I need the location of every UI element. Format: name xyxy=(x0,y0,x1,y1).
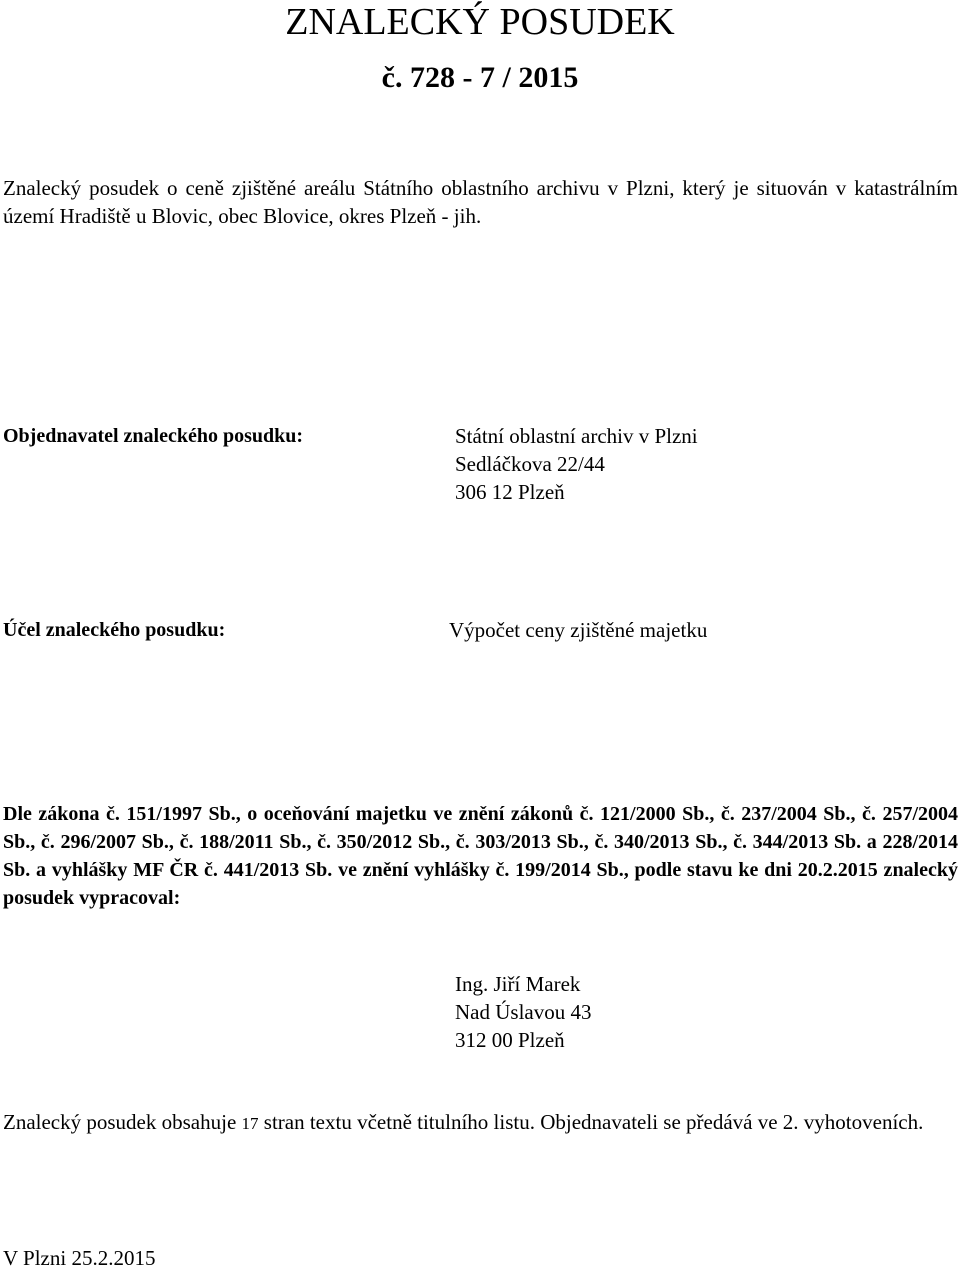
author-address xyxy=(455,970,591,1054)
client-label: Objednavatel znaleckého posudku: xyxy=(3,425,304,447)
place-and-date: V Plzni 25.2.2015 xyxy=(3,1246,156,1270)
legal-basis-text: Dle zákona č. 151/1997 Sb., o oceňování majetku ve znění zákonů č. 121/2000 Sb., č. 237/2004 Sb., č. 257/2004 Sb., č. 296/2007 Sb., č. 188/2011 Sb., č. 350/2012 Sb., č. 303/2013 Sb., č. 340/2013 Sb., č. 344/2013 Sb. a 228/2014 Sb. a vyhlášky MF ČR č. 441/2013 Sb. ve znění vyhlášky č. 199/2014 Sb., podle stavu ke dni 20.2.2015 znalecký posudek vypracoval: xyxy=(3,803,958,909)
page-count-note xyxy=(3,1108,958,1138)
document-title: ZNALECKÝ POSUDEK xyxy=(285,1,675,43)
author-name: Ing. Jiří Marek xyxy=(455,972,581,996)
page-count: 17 xyxy=(241,1114,259,1133)
note-text-after: stran textu včetně titulního listu. Objednavateli se předává ve 2. vyhotoveních. xyxy=(258,1110,924,1134)
purpose-value: Výpočet ceny zjištěné majetku xyxy=(449,618,708,642)
note-text-before: Znalecký posudek obsahuje xyxy=(3,1110,242,1134)
report-number: č. 728 - 7 / 2015 xyxy=(381,61,579,94)
purpose-label: Účel znaleckého posudku: xyxy=(3,619,226,641)
client-address xyxy=(455,422,698,506)
client-street: Sedláčkova 22/44 xyxy=(455,452,605,476)
client-name: Státní oblastní archiv v Plzni xyxy=(455,424,698,448)
author-city: 312 00 Plzeň xyxy=(455,1028,565,1052)
author-street: Nad Úslavou 43 xyxy=(455,1000,592,1024)
client-city: 306 12 Plzeň xyxy=(455,480,565,504)
report-description: Znalecký posudek o ceně zjištěné areálu Státního oblastního archivu v Plzni, který je situován v katastrálním území Hradiště u Blovic, obec Blovice, okres Plzeň - jih. xyxy=(3,176,958,228)
